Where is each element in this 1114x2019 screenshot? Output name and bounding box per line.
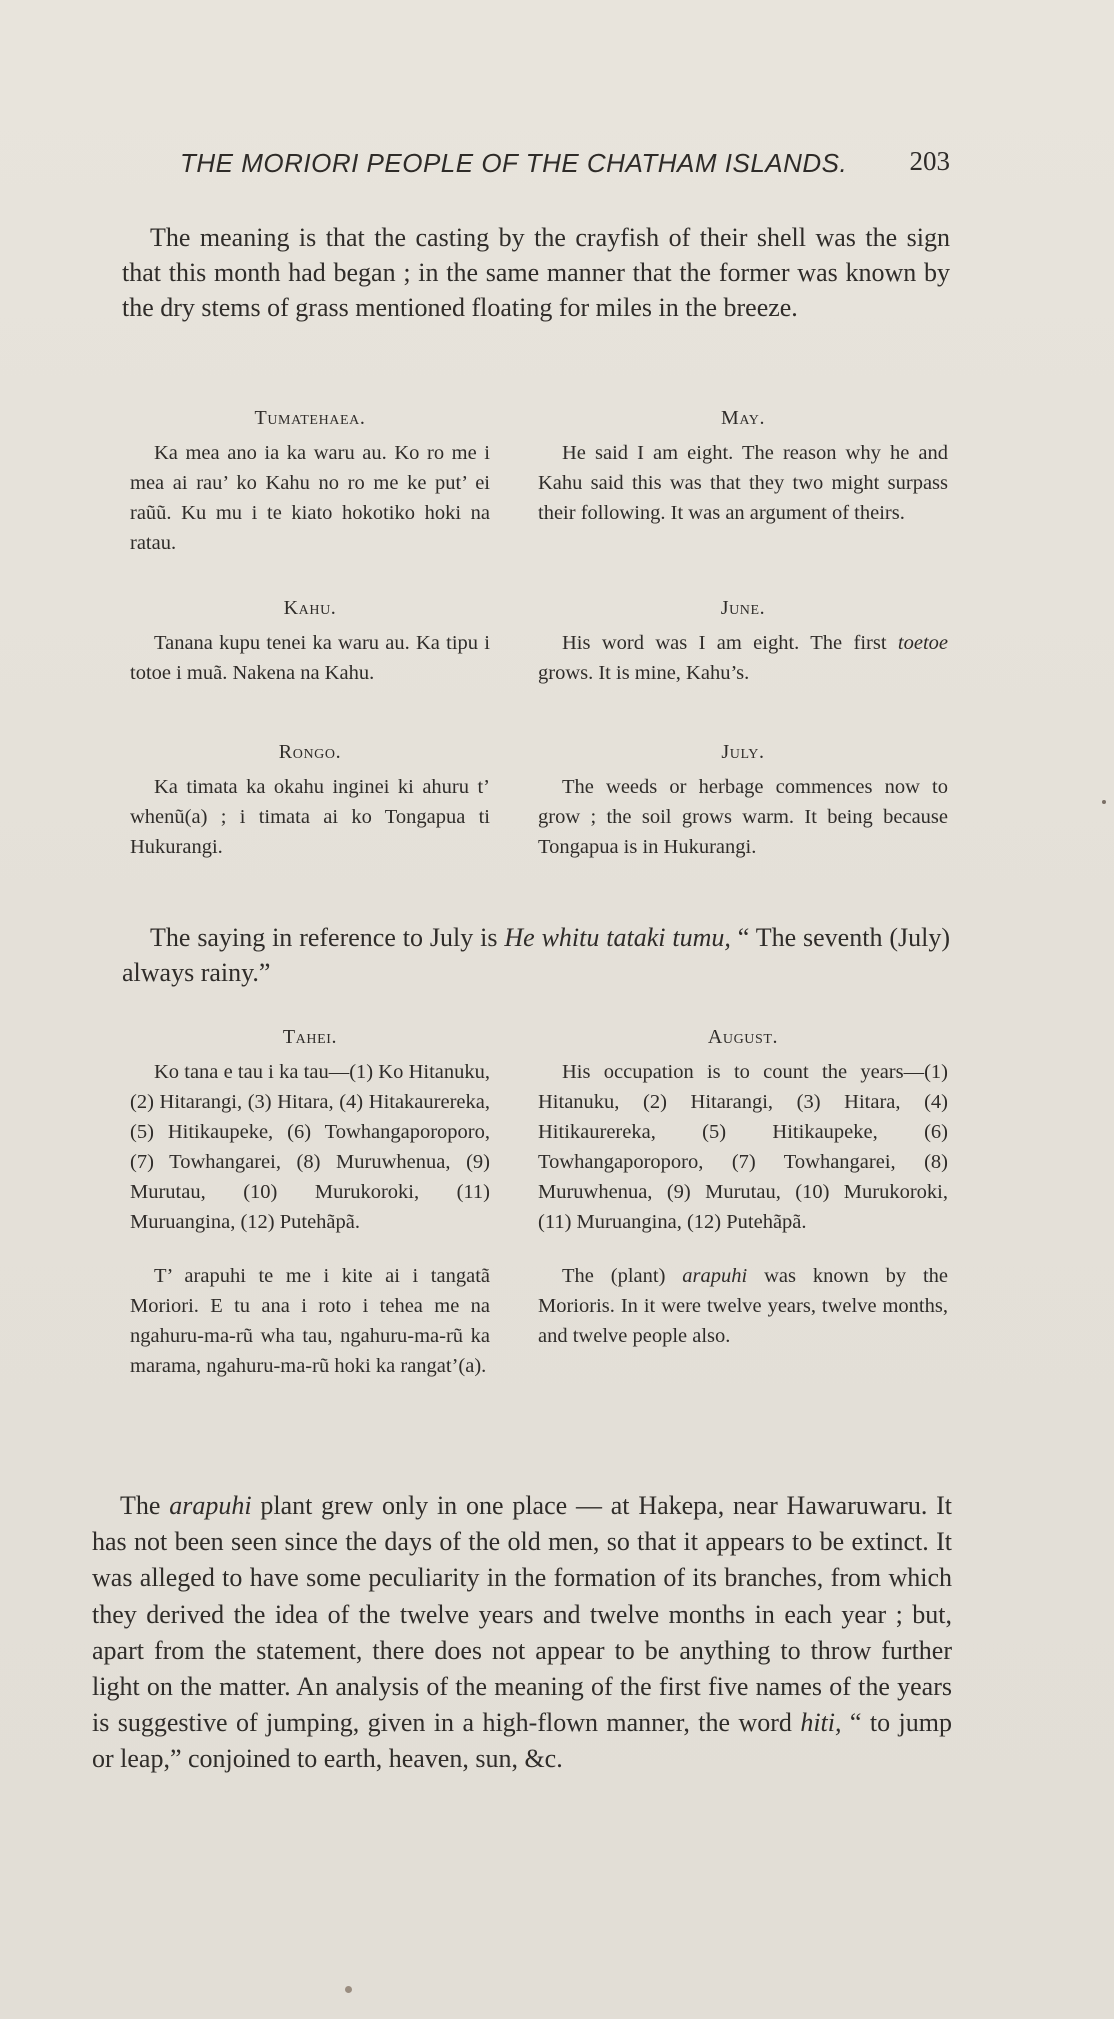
section-kahu	[130, 594, 490, 688]
section-heading: June.	[720, 597, 766, 619]
paper-speck	[345, 1986, 352, 1993]
section-text: His occupation is to count the years—(1) Hitanuku, (2) Hitarangi, (3) Hitara, (4) Hitikaurereka, (5) Hitikaupeke, (6) Towhangaporoporo, (7) Towhangarei, (8) Muruwhenua, (9) Murutau, (10) Murukoroki, (11) Muruangina, (12) Putehãpã.	[538, 1061, 948, 1233]
section-text: The weeds or herbage commences now to grow ; the soil grows warm. It being because Tongapua is in Hukurangi.	[538, 776, 948, 858]
section-tahei	[130, 1023, 490, 1381]
section-text: Ka timata ka okahu inginei ki ahuru t’ whenũ(a) ; i timata ai ko Tongapua ti Hukurangi.	[130, 776, 490, 858]
section-heading: August.	[707, 1026, 779, 1048]
section-heading: Kahu.	[283, 597, 337, 619]
section-rongo	[130, 738, 490, 862]
section-may	[538, 404, 948, 528]
section-heading: Rongo.	[278, 741, 342, 763]
section-august	[538, 1023, 948, 1351]
section-text: Tanana kupu tenei ka waru au. Ka tipu i totoe i muã. Nakena na Kahu.	[130, 632, 490, 684]
section-tumatehaea	[130, 404, 490, 558]
section-text-second: The (plant) arapuhi was known by the Morioris. In it were twelve years, twelve months, and twelve people also.	[538, 1265, 949, 1347]
section-text: Ko tana e tau i ka tau—(1) Ko Hitanuku, (2) Hitarangi, (3) Hitara, (4) Hitakaurereka, (5) Hitikaupeke, (6) Towhangaporoporo, (7) Towhangarei, (8) Muruwhenua, (9) Murutau, (10) Murukoroki, (11) Muruangina, (12) Putehãpã.	[130, 1061, 490, 1233]
page-number: 203	[909, 146, 950, 176]
section-heading: Tumatehaea.	[254, 407, 366, 429]
section-text: Ka mea ano ia ka waru au. Ko ro me i mea ai rau’ ko Kahu no ro me ke put’ ei raũũ. Ku mu i te kiato hokotiko hoki na ratau.	[130, 442, 490, 554]
section-heading: July.	[721, 741, 765, 763]
july-saying-paragraph: The saying in reference to July is He whitu tataki tumu, “ The seventh (July) always rainy.”	[122, 923, 950, 987]
section-text-second: T’ arapuhi te me i kite ai i tangatã Moriori. E tu ana i roto i tehea me na ngahuru-ma-rũ wha tau, ngahuru-ma-rũ ka marama, ngahuru-ma-rũ hoki ka rangat’(a).	[130, 1265, 490, 1377]
section-heading: Tahei.	[282, 1026, 338, 1048]
paper-speck	[1102, 800, 1106, 804]
section-july	[538, 738, 948, 862]
section-june	[538, 594, 948, 688]
closing-paragraph: The arapuhi plant grew only in one place — at Hakepa, near Hawaruwaru. It has not been seen since the days of the old men, so that it appears to be extinct. It was alleged to have some peculiarity in the formation of its branches, from which they derived the idea of the twelve years and twelve months in each year ; but, apart from the statement, there does not appear to be anything to throw further light on the matter. An analysis of the meaning of the first five names of the years is suggestive of jumping, given in a high-flown manner, the word hiti, “ to jump or leap,” conjoined to earth, heaven, sun, &c.	[92, 1491, 953, 1774]
section-heading: May.	[720, 407, 766, 429]
section-text: He said I am eight. The reason why he and Kahu said this was that they two might surpass their following. It was an argument of theirs.	[538, 442, 948, 524]
running-head: THE MORIORI PEOPLE OF THE CHATHAM ISLANDS.	[180, 148, 848, 178]
page-header	[180, 148, 950, 188]
section-text: His word was I am eight. The first toetoe grows. It is mine, Kahu’s.	[538, 632, 948, 684]
intro-paragraph: The meaning is that the casting by the crayfish of their shell was the sign that this month had began ; in the same manner that the former was known by the dry stems of grass mentioned floating for miles in the breeze.	[122, 223, 950, 322]
